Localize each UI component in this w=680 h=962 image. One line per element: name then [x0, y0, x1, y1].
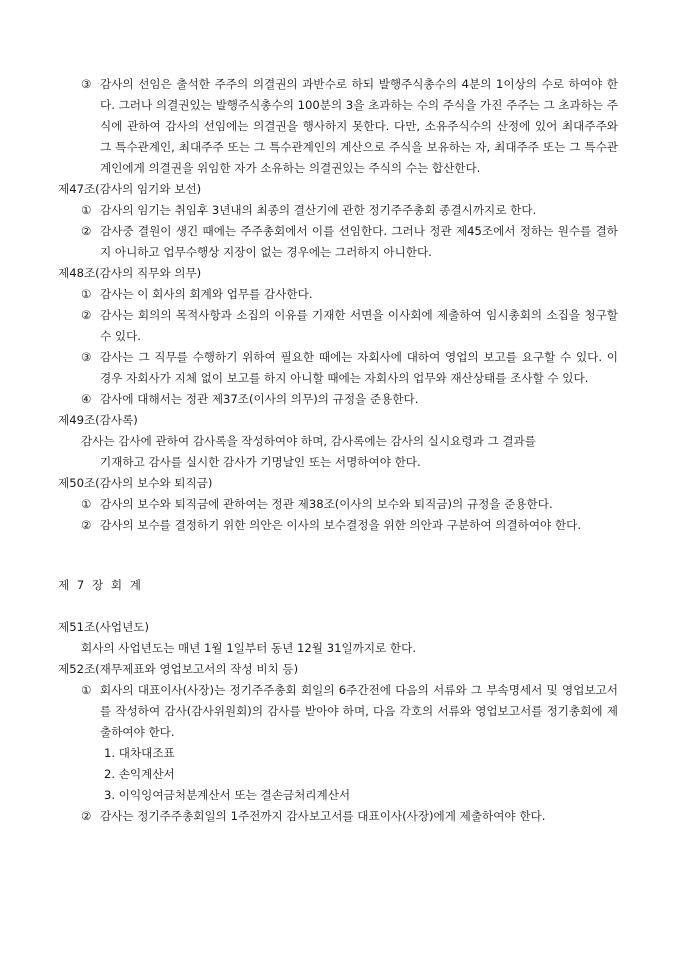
list-item: 3. 이익잉여금처분계산서 또는 결손금처리계산서 — [104, 788, 351, 802]
numbered-paragraph — [0, 221, 680, 263]
article-heading: 제51조(사업년도) — [58, 620, 149, 634]
paragraph-text: 감사에 대해서는 정관 제37조(이사의 의무)의 규정을 준용한다. — [100, 392, 419, 406]
list-item: 1. 대차대조표 — [104, 746, 175, 760]
paragraph-number: ③ — [81, 350, 92, 364]
body-paragraph: 회사의 사업년도는 매년 1월 1일부터 동년 12월 31일까지로 한다. — [81, 641, 417, 655]
numbered-paragraph — [0, 806, 680, 827]
paragraph-text: 감사의 선임은 출석한 주주의 의결권의 과반수로 하되 발행주식총수의 4분의 1이상의 수로 하여야 한다. 그러나 의결권있는 발행주식총수의 100분의 3을 초과하는 수의 주식을 가진 주주는 그 초과하는 주식에 관하여 감사의 선임에는 의결권을 행사하지 못한다. 다만, 소유주식수의 산정에 있어 최대주주와 그 특수관계인, 최대주주 또는 그 특수관계인의 계산으로 주식을 보유하는 자, 최대주주 또는 그 특수관계인에게 의결권을 위임한 자가 소유하는 의결권있는 주식의 수는 합산한다. — [100, 77, 618, 175]
paragraph-text: 감사의 임기는 취임후 3년내의 최종의 결산기에 관한 정기주주총회 종결시까지로 한다. — [100, 203, 537, 217]
chapter-heading: 제 7 장 회 계 — [58, 578, 141, 592]
list-item: 2. 손익계산서 — [104, 767, 175, 781]
paragraph-number: ② — [81, 809, 92, 823]
paragraph-text: 감사의 보수를 결정하기 위한 의안은 이사의 보수결정을 위한 의안과 구분하여 의결하여야 한다. — [100, 518, 582, 532]
numbered-paragraph — [0, 347, 680, 389]
article-heading: 제50조(감사의 보수와 퇴직금) — [58, 476, 213, 490]
numbered-paragraph — [0, 389, 680, 410]
paragraph-number: ① — [81, 683, 92, 697]
paragraph-text: 감사는 회의의 목적사항과 소집의 이유를 기재한 서면을 이사회에 제출하여 임시총회의 소집을 청구할 수 있다. — [100, 308, 618, 343]
paragraph-number: ① — [81, 203, 92, 217]
numbered-paragraph — [0, 515, 680, 536]
article-heading: 제47조(감사의 임기와 보선) — [58, 182, 202, 196]
paragraph-number: ② — [81, 518, 92, 532]
numbered-paragraph — [0, 494, 680, 515]
document-page — [0, 74, 680, 827]
numbered-paragraph — [0, 200, 680, 221]
numbered-paragraph — [0, 74, 680, 179]
paragraph-number: ③ — [81, 77, 92, 91]
paragraph-text: 감사의 보수와 퇴직금에 관하여는 정관 제38조(이사의 보수와 퇴직금)의 규정을 준용한다. — [100, 497, 553, 511]
paragraph-number: ② — [81, 224, 92, 238]
numbered-paragraph — [0, 284, 680, 305]
paragraph-number: ① — [81, 497, 92, 511]
body-paragraph-continuation: 기재하고 감사를 실시한 감사가 기명날인 또는 서명하여야 한다. — [100, 455, 421, 469]
paragraph-text: 감사는 그 직무를 수행하기 위하여 필요한 때에는 자회사에 대하여 영업의 보고를 요구할 수 있다. 이 경우 자회사가 지체 없이 보고를 하지 아니할 때에는 자회사의 업무와 재산상태를 조사할 수 있다. — [100, 350, 618, 385]
paragraph-number: ① — [81, 287, 92, 301]
article-heading: 제48조(감사의 직무와 의무) — [58, 266, 202, 280]
paragraph-text: 감사는 정기주주총회일의 1주전까지 감사보고서를 대표이사(사장)에게 제출하여야 한다. — [100, 809, 546, 823]
paragraph-text: 회사의 대표이사(사장)는 정기주주총회 회일의 6주간전에 다음의 서류와 그 부속명세서 및 영업보고서를 작성하여 감사(감사위원회)의 감사를 받아야 하며, 다음 각호의 서류와 영업보고서를 정기총회에 제출하여야 한다. — [100, 683, 618, 739]
paragraph-number: ④ — [81, 392, 92, 406]
article-heading: 제52조(재무제표와 영업보고서의 작성 비치 등) — [58, 662, 299, 676]
numbered-paragraph — [0, 305, 680, 347]
paragraph-text: 감사중 결원이 생긴 때에는 주주총회에서 이를 선임한다. 그러나 정관 제45조에서 정하는 원수를 결하지 아니하고 업무수행상 지장이 없는 경우에는 그러하지 아니한다. — [100, 224, 618, 259]
numbered-paragraph — [0, 680, 680, 743]
paragraph-number: ② — [81, 308, 92, 322]
article-heading: 제49조(감사록) — [58, 413, 138, 427]
paragraph-text: 감사는 이 회사의 회계와 업무를 감사한다. — [100, 287, 313, 301]
body-paragraph: 감사는 감사에 관하여 감사록을 작성하여야 하며, 감사록에는 감사의 실시요령과 그 결과를 — [81, 434, 536, 448]
